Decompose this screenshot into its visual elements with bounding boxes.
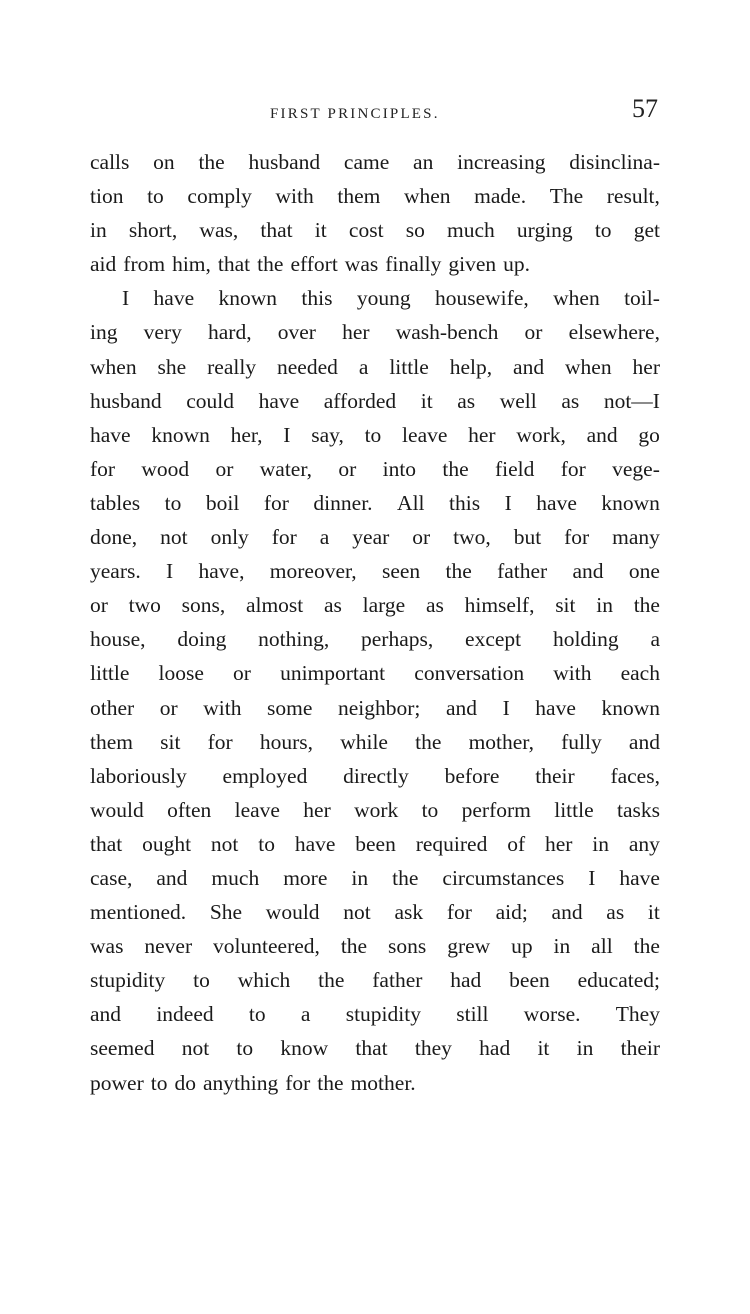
text-line: stupidity to which the father had been educated; (90, 968, 660, 993)
text-line: was never volunteered, the sons grew up in all the (90, 934, 660, 959)
text-line: done, not only for a year or two, but for many (90, 525, 660, 550)
page-number: 57 (632, 94, 658, 123)
text-line: tion to comply with them when made. The result, (90, 184, 660, 209)
text-line: power to do anything for the mother. (90, 1070, 416, 1095)
text-line: husband could have afforded it as well as not—I (90, 388, 660, 413)
text-line: that ought not to have been required of her in any (90, 831, 660, 856)
page-header (90, 94, 660, 134)
text-line: ing very hard, over her wash-bench or elsewhere, (90, 320, 660, 345)
text-line: for wood or water, or into the field for vege- (90, 456, 660, 481)
text-line: years. I have, moreover, seen the father and one (90, 559, 660, 584)
body-text (90, 145, 660, 1100)
text-line: aid from him, that the effort was finally given up. (90, 252, 531, 277)
text-line: in short, was, that it cost so much urging to get (90, 218, 660, 243)
text-line: house, doing nothing, perhaps, except holding a (90, 627, 660, 652)
text-line: and indeed to a stupidity still worse. They (90, 1002, 660, 1027)
text-line: mentioned. She would not ask for aid; and as it (90, 900, 660, 925)
text-line: or two sons, almost as large as himself, sit in the (90, 593, 660, 618)
text-line: seemed not to know that they had it in their (90, 1036, 660, 1061)
text-line: when she really needed a little help, and when her (90, 354, 660, 379)
text-line: I have known this young housewife, when toil- (122, 286, 660, 311)
text-line: laboriously employed directly before their faces, (90, 763, 660, 788)
text-line: them sit for hours, while the mother, fully and (90, 729, 660, 754)
text-line: case, and much more in the circumstances I have (90, 865, 660, 890)
text-line: tables to boil for dinner. All this I have known (90, 490, 660, 515)
text-line: little loose or unimportant conversation with each (90, 661, 660, 686)
text-line: have known her, I say, to leave her work, and go (90, 422, 660, 447)
running-head: FIRST PRINCIPLES. (270, 106, 440, 122)
text-line: calls on the husband came an increasing disinclina- (90, 150, 660, 174)
text-line: would often leave her work to perform little tasks (90, 797, 660, 822)
text-line: other or with some neighbor; and I have known (90, 695, 660, 720)
